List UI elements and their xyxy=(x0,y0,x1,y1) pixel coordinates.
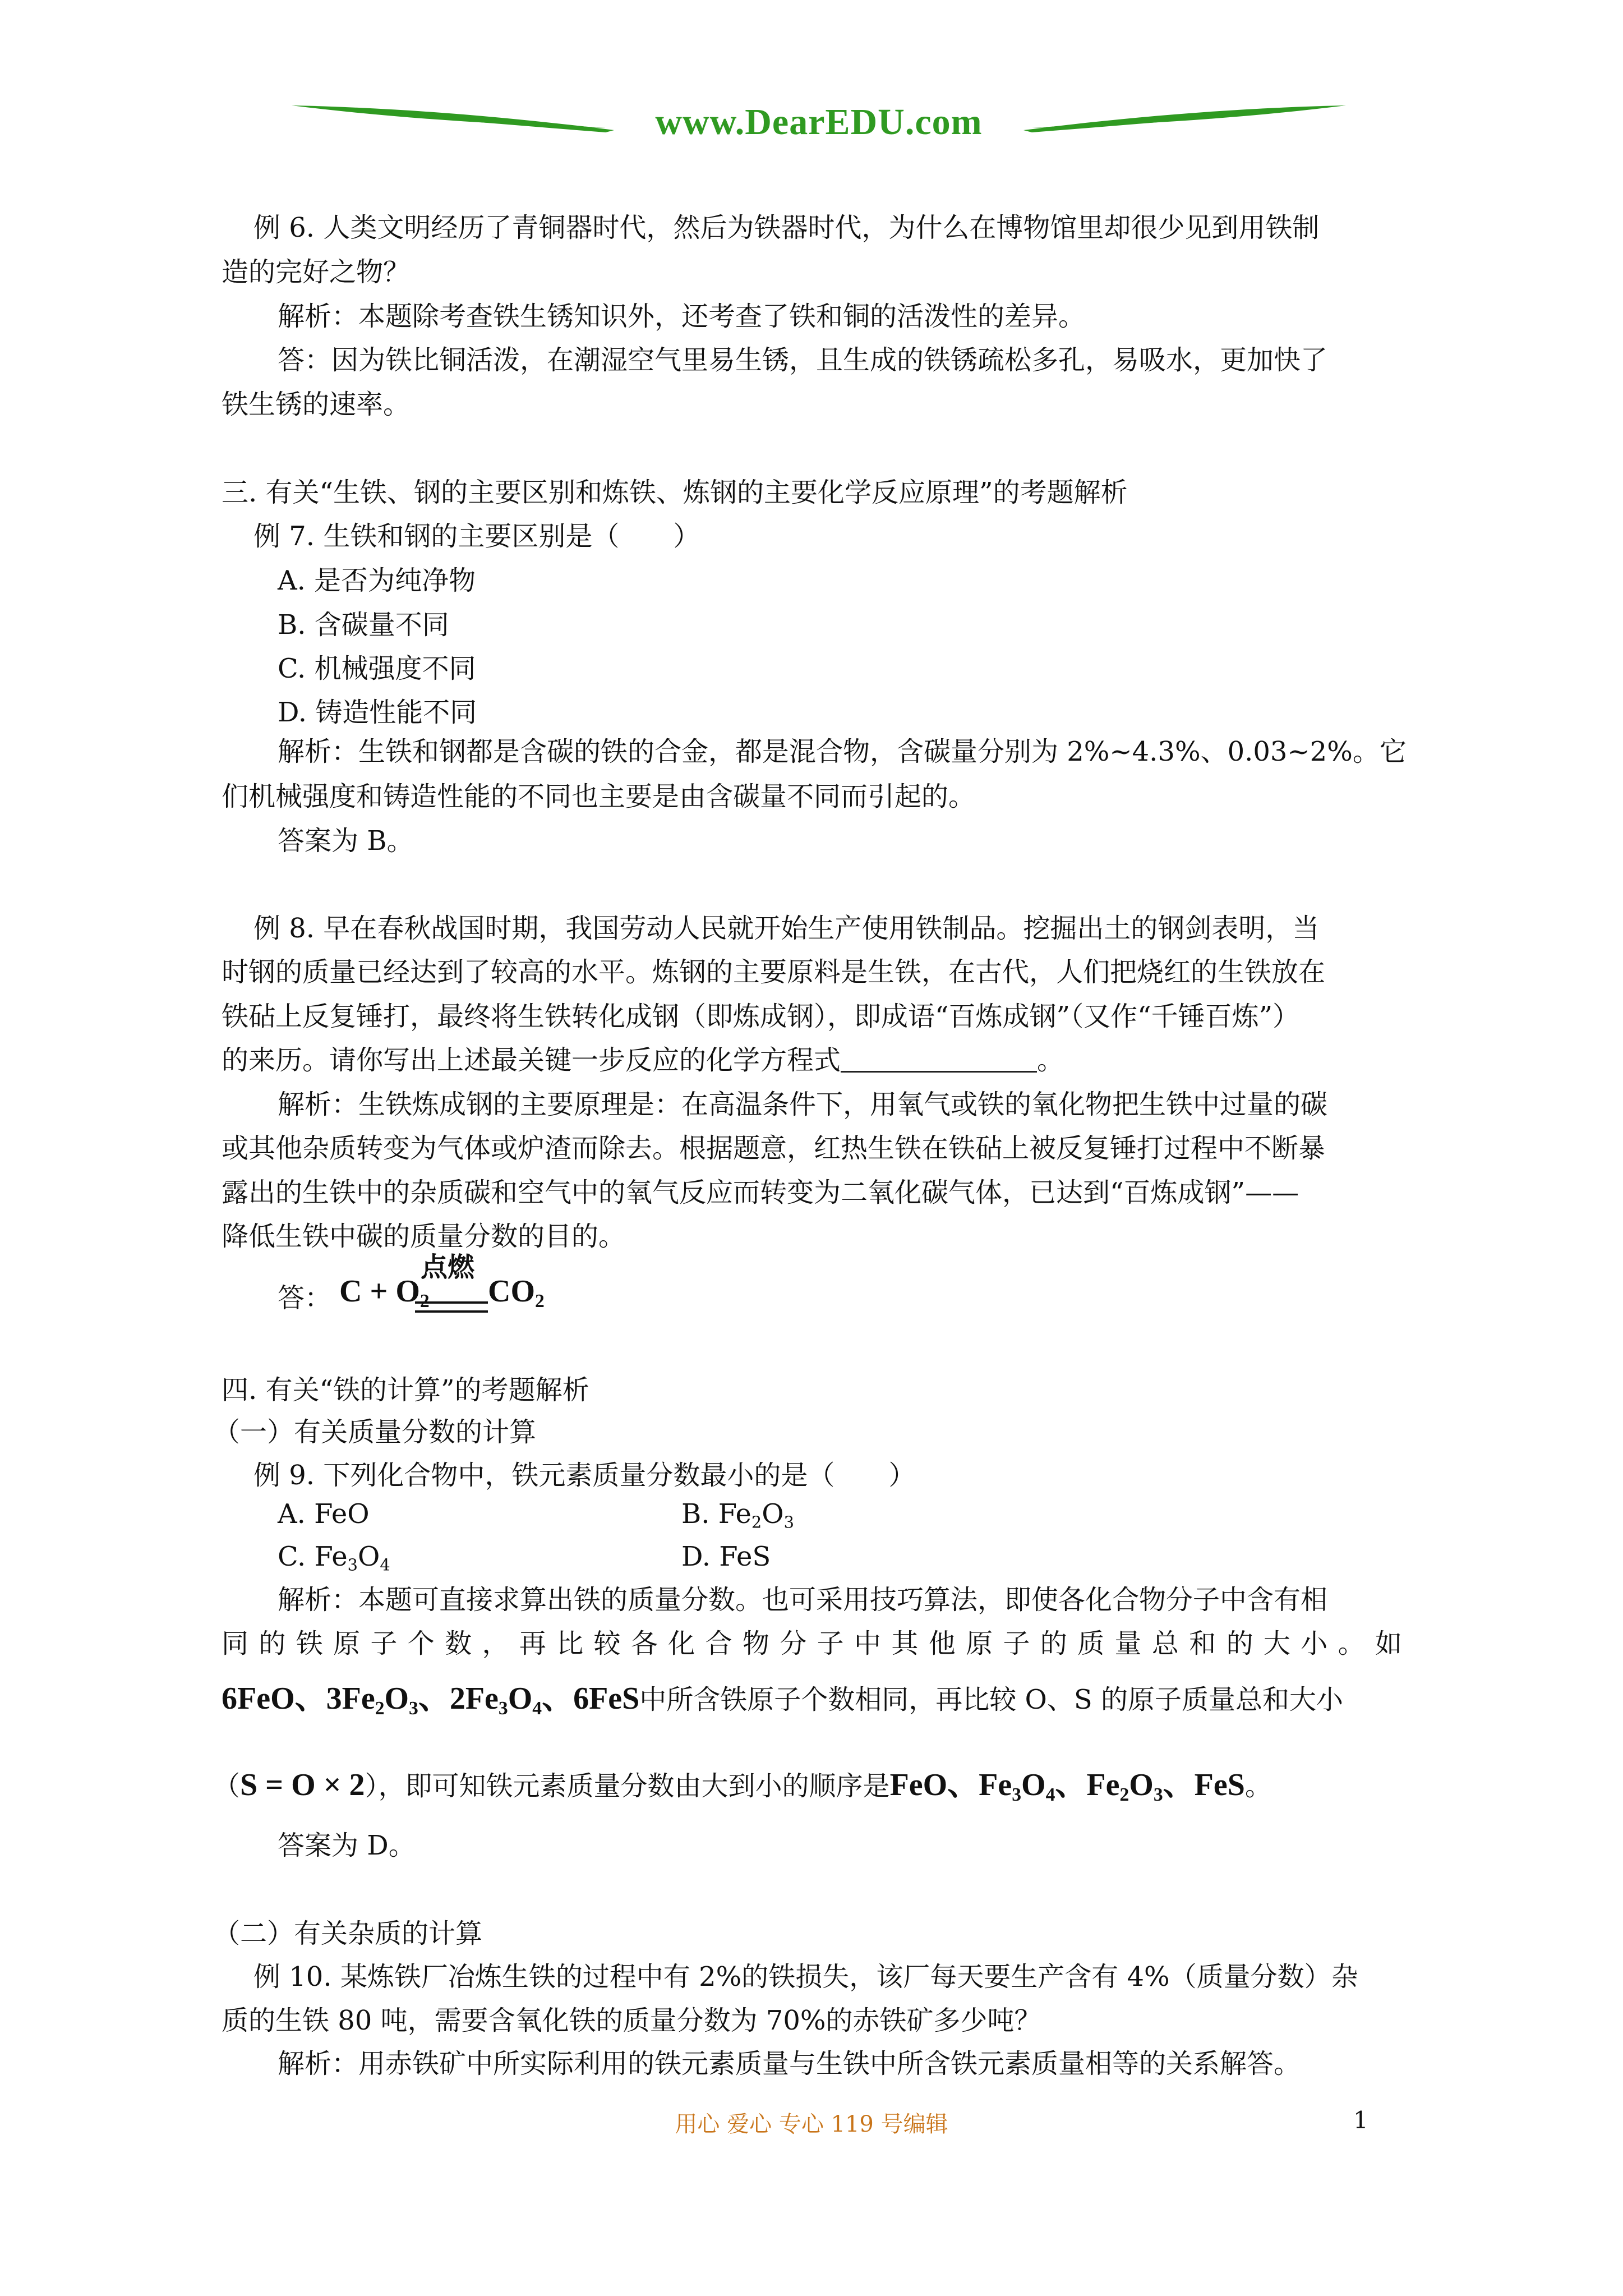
example-9-analysis-cont-3: （S = O × 2），即可知铁元素质量分数由大到小的顺序是FeO、$Fe_3O_4$、$Fe_2O_3$、FeS。 xyxy=(213,1768,1272,1806)
example-10-question: 例 10. 某炼铁厂冶炼生铁的过程中有 2%的铁损失，该厂每天要生产含有 4%（质量分数）杂 xyxy=(253,1961,1358,1993)
example-7-answer: 答案为 B。 xyxy=(278,825,414,857)
mass-relation: S = O × 2 xyxy=(240,1768,365,1802)
site-logo-text: www.DearEDU.com xyxy=(655,102,983,142)
example-8-question-cont-2: 铁砧上反复锤打，最终将生铁转化成钢（即炼成钢），即成语“百炼成钢”（又作“千锤百炼”） xyxy=(222,1001,1300,1032)
example-6-answer: 答：因为铁比铜活泼，在潮湿空气里易生锈，且生成的铁锈疏松多孔，易吸水，更加快了 xyxy=(278,344,1328,376)
section-4-heading: 四. 有关“铁的计算”的考题解析 xyxy=(222,1374,589,1406)
example-6-answer-cont: 铁生锈的速率。 xyxy=(222,389,411,420)
example-9-analysis-cont-2 xyxy=(222,1682,1343,1717)
example-9-option-c: C. $Fe_3O_4$ xyxy=(278,1541,390,1575)
example-10-question-cont: 质的生铁 80 吨，需要含氧化铁的质量分数为 70%的赤铁矿多少吨？ xyxy=(222,2005,1041,2036)
example-8-question-cont-3 xyxy=(222,1043,1064,1077)
example-7-analysis-cont: 们机械强度和铸造性能的不同也主要是由含碳量不同而引起的。 xyxy=(222,781,976,812)
order-list: FeO、$Fe_3O_4$、$Fe_2O_3$、FeS xyxy=(889,1768,1245,1806)
example-8-analysis: 解析：生铁炼成钢的主要原理是：在高温条件下，用氧气或铁的氧化物把生铁中过量的碳 xyxy=(278,1089,1328,1120)
site-header xyxy=(292,95,1346,157)
answer-blank xyxy=(841,1046,1037,1073)
example-9-analysis: 解析：本题可直接求算出铁的质量分数。也可采用技巧算法，即使各化合物分子中含有相 xyxy=(278,1584,1328,1616)
order-text: ），即可知铁元素质量分数由大到小的顺序是 xyxy=(365,1770,890,1802)
example-6-question-cont: 造的完好之物？ xyxy=(222,256,411,288)
compound-list: 6FeO、$3Fe_2O_3$、$2Fe_3O_4$、6FeS xyxy=(222,1681,640,1719)
equation-reactants: $C + O_2$ xyxy=(339,1274,430,1312)
page-number: 1 xyxy=(1353,2106,1368,2134)
example-8-analysis-cont-3: 降低生铁中碳的质量分数的目的。 xyxy=(222,1221,626,1252)
example-9-option-a: A. FeO xyxy=(278,1498,370,1530)
example-8-question: 例 8. 早在春秋战国时期，我国劳动人民就开始生产使用铁制品。挖掘出土的钢剑表明，当 xyxy=(253,913,1320,944)
example-7-option-b: B. 含碳量不同 xyxy=(278,609,449,641)
example-8-analysis-cont-2: 露出的生铁中的杂质碳和空气中的氧气反应而转变为二氧化碳气体，已达到“百炼成钢”—— xyxy=(222,1177,1299,1208)
example-9-option-b: B. $Fe_2O_3$ xyxy=(681,1498,794,1532)
section-3-heading: 三. 有关“生铁、钢的主要区别和炼铁、炼钢的主要化学反应原理”的考题解析 xyxy=(222,477,1128,508)
example-6-analysis: 解析：本题除考查铁生锈知识外，还考查了铁和铜的活泼性的差异。 xyxy=(278,301,1086,332)
example-8-equation xyxy=(278,1245,726,1313)
example-10-analysis: 解析：用赤铁矿中所实际利用的铁元素质量与生铁中所含铁元素质量相等的关系解答。 xyxy=(278,2048,1301,2079)
example-7-option-c: C. 机械强度不同 xyxy=(278,653,476,684)
example-9-option-d: D. FeS xyxy=(681,1541,771,1572)
example-7-analysis: 解析：生铁和钢都是含碳的铁的合金，都是混合物，含碳量分别为 2%~4.3%、0.03~2%。它 xyxy=(278,736,1407,767)
example-7-option-d: D. 铸造性能不同 xyxy=(278,697,477,728)
example-9-question: 例 9. 下列化合物中，铁元素质量分数最小的是（ ） xyxy=(253,1460,916,1491)
example-7-question: 例 7. 生铁和钢的主要区别是（ ） xyxy=(253,521,700,552)
example-8-period: 。 xyxy=(1037,1045,1064,1076)
example-8-question-cont-1: 时钢的质量已经达到了较高的水平。炼钢的主要原料是生铁，在古代，人们把烧红的生铁放在 xyxy=(222,956,1326,988)
example-9-analysis-cont-1: 同 的 铁 原 子 个 数 ， 再 比 较 各 化 合 物 分 子 中 其 他 原 子 的 质 量 总 和 的 大 小 。 如 xyxy=(222,1628,1402,1659)
example-7-option-a: A. 是否为纯净物 xyxy=(278,565,476,596)
equation-product: $CO_2$ xyxy=(488,1274,545,1312)
subsection-2-heading: （二）有关杂质的计算 xyxy=(213,1918,483,1949)
example-8-analysis-cont-1: 或其他杂质转变为气体或炉渣而除去。根据题意，红热生铁在铁砧上被反复锤打过程中不断暴 xyxy=(222,1133,1326,1164)
example-9-answer: 答案为 D。 xyxy=(278,1830,416,1861)
equation-equals-sign xyxy=(415,1301,488,1313)
equation-prefix: 答： xyxy=(278,1282,332,1314)
example-8-prompt: 的来历。请你写出上述最关键一步反应的化学方程式 xyxy=(222,1045,841,1076)
example-6-question: 例 6. 人类文明经历了青铜器时代，然后为铁器时代，为什么在博物馆里却很少见到用铁制 xyxy=(253,212,1320,243)
subsection-1-heading: （一）有关质量分数的计算 xyxy=(213,1416,537,1448)
compound-list-text: 中所含铁原子个数相同，再比较 O、S 的原子质量总和大小 xyxy=(639,1684,1344,1715)
page-footer: 用心 爱心 专心 119 号编辑 xyxy=(675,2111,948,2137)
equation-condition: 点燃 xyxy=(421,1251,475,1283)
